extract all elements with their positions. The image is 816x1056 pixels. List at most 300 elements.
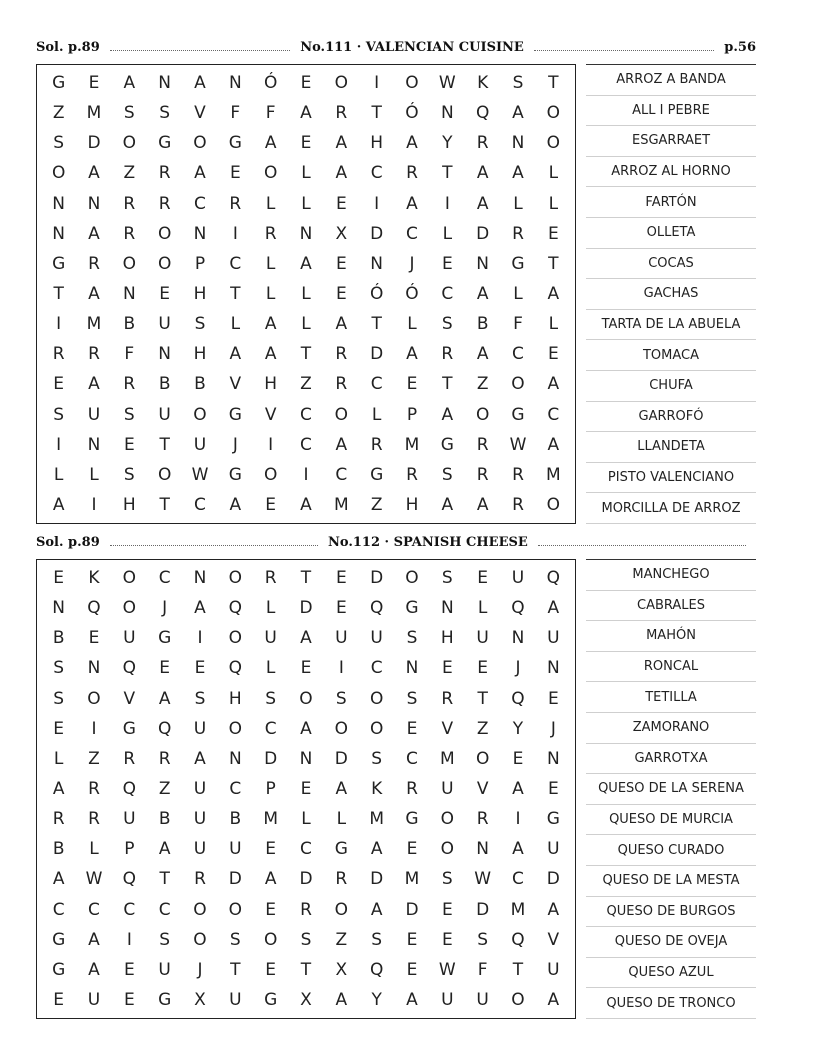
grid-cell[interactable]: O	[334, 73, 349, 94]
grid-cell[interactable]: R	[406, 464, 418, 485]
grid-cell[interactable]: M	[263, 809, 278, 830]
grid-cell[interactable]: L	[336, 809, 347, 830]
grid-cell[interactable]: A	[335, 314, 348, 335]
grid-cell[interactable]: Z	[123, 163, 136, 184]
grid-cell[interactable]: H	[193, 283, 207, 304]
grid-cell[interactable]: U	[123, 628, 136, 649]
grid-cell[interactable]: N	[299, 748, 313, 769]
grid-cell[interactable]: V	[441, 718, 454, 739]
grid-cell[interactable]: G	[405, 598, 419, 619]
grid-cell[interactable]: T	[300, 344, 312, 365]
grid-cell[interactable]: O	[228, 718, 243, 739]
grid-cell[interactable]: E	[512, 748, 524, 769]
grid-cell[interactable]: C	[229, 778, 242, 799]
grid-cell[interactable]: D	[405, 899, 419, 920]
grid-cell[interactable]: S	[123, 404, 135, 425]
grid-cell[interactable]: E	[159, 658, 171, 679]
grid-cell[interactable]: Q	[157, 718, 172, 739]
grid-cell[interactable]: S	[512, 73, 524, 94]
grid-cell[interactable]: A	[194, 598, 206, 619]
grid-cell[interactable]: N	[193, 568, 207, 589]
grid-cell[interactable]: D	[370, 568, 384, 589]
grid-cell[interactable]: O	[157, 464, 172, 485]
grid-cell[interactable]: A	[547, 434, 560, 455]
grid-cell[interactable]: R	[476, 434, 489, 455]
grid-cell[interactable]: N	[87, 434, 101, 455]
grid-cell[interactable]: N	[228, 73, 242, 94]
grid-cell[interactable]: L	[301, 193, 311, 214]
grid-cell[interactable]: O	[369, 688, 384, 709]
grid-cell[interactable]: S	[194, 688, 206, 709]
grid-cell[interactable]: D	[370, 344, 384, 365]
grid-cell[interactable]: R	[158, 193, 171, 214]
grid-cell[interactable]: J	[197, 959, 203, 980]
grid-cell[interactable]: G	[440, 434, 454, 455]
grid-cell[interactable]: Z	[476, 718, 489, 739]
grid-cell[interactable]: K	[371, 778, 383, 799]
grid-cell[interactable]: E	[229, 163, 241, 184]
grid-cell[interactable]: K	[88, 568, 100, 589]
grid-cell[interactable]: F	[124, 344, 135, 365]
grid-cell[interactable]: V	[264, 404, 277, 425]
grid-cell[interactable]: L	[548, 193, 559, 214]
grid-cell[interactable]: I	[126, 929, 132, 950]
grid-cell[interactable]: S	[477, 929, 489, 950]
grid-cell[interactable]: A	[264, 344, 277, 365]
grid-cell[interactable]: E	[53, 568, 65, 589]
grid-cell[interactable]: R	[88, 344, 100, 365]
grid-cell[interactable]: J	[162, 598, 168, 619]
grid-cell[interactable]: R	[441, 688, 454, 709]
grid-cell[interactable]: Q	[369, 598, 384, 619]
grid-cell[interactable]: O	[122, 133, 137, 154]
grid-cell[interactable]: A	[547, 899, 560, 920]
grid-cell[interactable]: O	[122, 598, 137, 619]
grid-cell[interactable]: L	[407, 314, 417, 335]
grid-cell[interactable]: A	[476, 494, 489, 515]
grid-cell[interactable]: I	[268, 434, 274, 455]
grid-cell[interactable]: Z	[476, 374, 489, 395]
grid-cell[interactable]: B	[158, 809, 171, 830]
grid-cell[interactable]: W	[191, 464, 209, 485]
grid-cell[interactable]: O	[122, 568, 137, 589]
grid-cell[interactable]: A	[547, 374, 560, 395]
grid-cell[interactable]: O	[193, 404, 207, 425]
grid-cell[interactable]: A	[476, 283, 489, 304]
grid-cell[interactable]: S	[441, 314, 453, 335]
grid-cell[interactable]: A	[370, 839, 383, 860]
grid-cell[interactable]: O	[157, 253, 172, 274]
grid-cell[interactable]: S	[53, 688, 65, 709]
grid-cell[interactable]: F	[477, 959, 488, 980]
grid-cell[interactable]: C	[194, 494, 206, 515]
grid-cell[interactable]: H	[193, 344, 207, 365]
grid-cell[interactable]: R	[335, 374, 348, 395]
grid-cell[interactable]: C	[52, 899, 65, 920]
grid-cell[interactable]: N	[228, 748, 242, 769]
grid-cell[interactable]: J	[550, 718, 556, 739]
grid-cell[interactable]: S	[53, 404, 65, 425]
grid-cell[interactable]: A	[476, 163, 489, 184]
grid-cell[interactable]: A	[194, 163, 206, 184]
grid-cell[interactable]: A	[300, 494, 312, 515]
grid-cell[interactable]: M	[510, 899, 526, 920]
grid-cell[interactable]: L	[442, 223, 453, 244]
grid-cell[interactable]: A	[300, 718, 312, 739]
grid-cell[interactable]: F	[230, 103, 241, 124]
grid-cell[interactable]: R	[476, 464, 489, 485]
grid-cell[interactable]: C	[158, 568, 171, 589]
grid-cell[interactable]: S	[441, 464, 453, 485]
grid-cell[interactable]: N	[440, 598, 454, 619]
grid-cell[interactable]: B	[476, 314, 489, 335]
grid-cell[interactable]: M	[404, 869, 420, 890]
grid-cell[interactable]: H	[440, 628, 454, 649]
grid-cell[interactable]: W	[438, 959, 456, 980]
grid-cell[interactable]: L	[265, 253, 276, 274]
grid-cell[interactable]: E	[88, 73, 100, 94]
grid-cell[interactable]: A	[512, 839, 524, 860]
grid-cell[interactable]: Z	[52, 103, 65, 124]
grid-cell[interactable]: T	[230, 959, 241, 980]
grid-cell[interactable]: X	[194, 989, 206, 1010]
grid-cell[interactable]: A	[52, 494, 65, 515]
grid-cell[interactable]: Q	[228, 658, 243, 679]
grid-cell[interactable]: C	[194, 193, 206, 214]
grid-cell[interactable]: A	[264, 314, 277, 335]
grid-cell[interactable]: C	[406, 748, 418, 769]
grid-cell[interactable]: C	[229, 253, 242, 274]
grid-cell[interactable]: L	[89, 839, 99, 860]
grid-cell[interactable]: G	[511, 404, 525, 425]
grid-cell[interactable]: G	[52, 959, 66, 980]
grid-cell[interactable]: C	[441, 283, 454, 304]
grid-cell[interactable]: N	[52, 193, 66, 214]
grid-cell[interactable]: M	[404, 434, 420, 455]
grid-cell[interactable]: L	[301, 809, 311, 830]
grid-cell[interactable]: T	[477, 688, 488, 709]
grid-cell[interactable]: W	[509, 434, 527, 455]
grid-cell[interactable]: U	[87, 989, 101, 1010]
grid-cell[interactable]: U	[476, 628, 489, 649]
grid-cell[interactable]: G	[52, 253, 66, 274]
grid-cell[interactable]: L	[265, 193, 276, 214]
grid-cell[interactable]: L	[230, 314, 241, 335]
grid-cell[interactable]: J	[232, 434, 238, 455]
grid-cell[interactable]: O	[228, 568, 243, 589]
grid-cell[interactable]: L	[89, 464, 99, 485]
grid-cell[interactable]: Y	[371, 989, 382, 1010]
grid-cell[interactable]: O	[546, 103, 561, 124]
grid-cell[interactable]: G	[334, 839, 348, 860]
grid-cell[interactable]: A	[335, 778, 348, 799]
grid-cell[interactable]: V	[229, 374, 242, 395]
grid-cell[interactable]: E	[123, 959, 135, 980]
grid-cell[interactable]: L	[301, 283, 311, 304]
grid-cell[interactable]: C	[264, 718, 277, 739]
grid-cell[interactable]: R	[476, 133, 489, 154]
grid-cell[interactable]: H	[228, 688, 242, 709]
grid-cell[interactable]: A	[229, 494, 242, 515]
grid-cell[interactable]: E	[159, 283, 171, 304]
grid-cell[interactable]: C	[370, 658, 383, 679]
grid-cell[interactable]: A	[52, 778, 65, 799]
grid-cell[interactable]: E	[123, 434, 135, 455]
grid-cell[interactable]: E	[53, 989, 65, 1010]
grid-cell[interactable]: R	[123, 223, 136, 244]
grid-cell[interactable]: O	[228, 628, 243, 649]
grid-cell[interactable]: R	[335, 103, 348, 124]
grid-cell[interactable]: V	[547, 929, 560, 950]
grid-cell[interactable]: N	[476, 253, 490, 274]
grid-cell[interactable]: O	[369, 718, 384, 739]
grid-cell[interactable]: U	[547, 959, 560, 980]
grid-cell[interactable]: Q	[546, 568, 561, 589]
grid-cell[interactable]: A	[476, 193, 489, 214]
grid-cell[interactable]: A	[406, 344, 418, 365]
grid-cell[interactable]: N	[52, 598, 66, 619]
grid-cell[interactable]: R	[476, 809, 489, 830]
grid-cell[interactable]: E	[300, 73, 312, 94]
grid-cell[interactable]: A	[370, 899, 383, 920]
grid-cell[interactable]: A	[335, 163, 348, 184]
grid-cell[interactable]: E	[53, 374, 65, 395]
grid-cell[interactable]: A	[264, 133, 277, 154]
grid-cell[interactable]: E	[441, 253, 453, 274]
grid-cell[interactable]: R	[335, 344, 348, 365]
grid-cell[interactable]: O	[263, 929, 278, 950]
grid-cell[interactable]: Q	[122, 869, 137, 890]
grid-cell[interactable]: A	[512, 778, 524, 799]
grid-cell[interactable]: E	[300, 778, 312, 799]
grid-cell[interactable]: A	[300, 103, 312, 124]
grid-cell[interactable]: W	[438, 73, 456, 94]
grid-cell[interactable]: N	[158, 73, 172, 94]
grid-cell[interactable]: T	[371, 314, 382, 335]
grid-cell[interactable]: R	[123, 374, 136, 395]
grid-cell[interactable]: E	[265, 899, 277, 920]
grid-cell[interactable]: T	[371, 103, 382, 124]
grid-cell[interactable]: S	[406, 628, 418, 649]
grid-cell[interactable]: O	[334, 899, 349, 920]
grid-cell[interactable]: T	[300, 959, 312, 980]
grid-cell[interactable]: N	[52, 223, 66, 244]
grid-cell[interactable]: M	[545, 464, 561, 485]
grid-cell[interactable]: R	[88, 253, 100, 274]
grid-cell[interactable]: E	[441, 899, 453, 920]
grid-cell[interactable]: P	[194, 253, 206, 274]
grid-cell[interactable]: I	[374, 193, 380, 214]
grid-cell[interactable]: A	[158, 688, 171, 709]
grid-cell[interactable]: G	[122, 718, 136, 739]
grid-cell[interactable]: A	[335, 133, 348, 154]
grid-cell[interactable]: E	[300, 658, 312, 679]
grid-cell[interactable]: C	[300, 839, 312, 860]
grid-cell[interactable]: O	[405, 568, 419, 589]
grid-cell[interactable]: L	[477, 598, 488, 619]
grid-cell[interactable]: E	[194, 658, 206, 679]
grid-cell[interactable]: T	[442, 163, 453, 184]
grid-cell[interactable]: N	[511, 133, 525, 154]
grid-cell[interactable]: G	[228, 133, 242, 154]
grid-cell[interactable]: D	[228, 869, 242, 890]
grid-cell[interactable]: P	[265, 778, 276, 799]
grid-cell[interactable]: R	[158, 163, 171, 184]
grid-cell[interactable]: R	[406, 778, 418, 799]
grid-cell[interactable]: R	[512, 223, 524, 244]
grid-cell[interactable]: Z	[335, 929, 348, 950]
grid-cell[interactable]: S	[265, 688, 277, 709]
grid-cell[interactable]: E	[335, 193, 347, 214]
grid-cell[interactable]: G	[264, 989, 278, 1010]
grid-cell[interactable]: L	[265, 283, 276, 304]
grid-cell[interactable]: E	[335, 283, 347, 304]
grid-cell[interactable]: G	[228, 404, 242, 425]
grid-cell[interactable]: C	[123, 899, 136, 920]
grid-cell[interactable]: U	[193, 839, 207, 860]
grid-cell[interactable]: U	[511, 568, 525, 589]
grid-cell[interactable]: D	[264, 748, 278, 769]
grid-cell[interactable]: U	[547, 839, 560, 860]
grid-cell[interactable]: L	[513, 283, 523, 304]
grid-cell[interactable]: Z	[158, 778, 171, 799]
grid-cell[interactable]: P	[124, 839, 135, 860]
grid-cell[interactable]: O	[193, 133, 207, 154]
grid-cell[interactable]: L	[301, 163, 311, 184]
grid-cell[interactable]: I	[56, 434, 62, 455]
grid-cell[interactable]: Q	[122, 658, 137, 679]
grid-cell[interactable]: X	[335, 223, 348, 244]
grid-cell[interactable]: E	[547, 344, 559, 365]
grid-cell[interactable]: A	[88, 163, 100, 184]
grid-cell[interactable]: R	[512, 464, 524, 485]
grid-cell[interactable]: W	[474, 869, 492, 890]
grid-cell[interactable]: S	[159, 103, 171, 124]
grid-cell[interactable]: C	[512, 869, 524, 890]
grid-cell[interactable]: S	[441, 869, 453, 890]
grid-cell[interactable]: G	[52, 929, 66, 950]
grid-cell[interactable]: U	[370, 628, 383, 649]
grid-cell[interactable]: N	[158, 344, 172, 365]
grid-cell[interactable]: R	[512, 494, 524, 515]
grid-cell[interactable]: I	[303, 464, 309, 485]
grid-cell[interactable]: Ó	[405, 283, 419, 304]
grid-cell[interactable]: E	[123, 989, 135, 1010]
grid-cell[interactable]: T	[159, 869, 170, 890]
grid-cell[interactable]: U	[87, 404, 101, 425]
grid-cell[interactable]: M	[86, 103, 102, 124]
grid-cell[interactable]: S	[335, 688, 347, 709]
grid-cell[interactable]: D	[299, 869, 313, 890]
grid-cell[interactable]: M	[86, 314, 102, 335]
grid-cell[interactable]: U	[158, 404, 171, 425]
grid-cell[interactable]: R	[300, 899, 312, 920]
grid-cell[interactable]: I	[197, 628, 203, 649]
grid-cell[interactable]: D	[299, 598, 313, 619]
grid-cell[interactable]: A	[300, 628, 312, 649]
grid-cell[interactable]: E	[477, 568, 489, 589]
grid-cell[interactable]: K	[477, 73, 489, 94]
grid-cell[interactable]: A	[158, 839, 171, 860]
grid-cell[interactable]: C	[300, 404, 312, 425]
grid-cell[interactable]: F	[265, 103, 276, 124]
grid-cell[interactable]: A	[512, 103, 524, 124]
grid-cell[interactable]: E	[406, 839, 418, 860]
grid-cell[interactable]: O	[334, 718, 349, 739]
grid-cell[interactable]: B	[123, 314, 136, 335]
grid-cell[interactable]: O	[299, 688, 313, 709]
grid-cell[interactable]: E	[406, 959, 418, 980]
grid-cell[interactable]: L	[53, 748, 64, 769]
grid-cell[interactable]: D	[546, 869, 560, 890]
grid-cell[interactable]: O	[440, 809, 455, 830]
grid-cell[interactable]: E	[335, 568, 347, 589]
grid-cell[interactable]: L	[301, 314, 311, 335]
grid-cell[interactable]: I	[232, 223, 238, 244]
grid-cell[interactable]: E	[265, 959, 277, 980]
grid-cell[interactable]: S	[441, 568, 453, 589]
grid-cell[interactable]: O	[87, 688, 101, 709]
grid-cell[interactable]: A	[547, 598, 560, 619]
grid-cell[interactable]: C	[512, 344, 524, 365]
grid-cell[interactable]: S	[123, 103, 135, 124]
grid-cell[interactable]: J	[409, 253, 415, 274]
grid-cell[interactable]: O	[475, 748, 490, 769]
grid-cell[interactable]: T	[159, 494, 170, 515]
grid-cell[interactable]: D	[370, 869, 384, 890]
grid-cell[interactable]: S	[53, 133, 65, 154]
grid-cell[interactable]: Q	[511, 598, 525, 619]
grid-cell[interactable]: I	[444, 193, 450, 214]
grid-cell[interactable]: R	[123, 193, 136, 214]
grid-cell[interactable]: A	[406, 193, 418, 214]
grid-cell[interactable]: R	[88, 809, 100, 830]
grid-cell[interactable]: R	[406, 163, 418, 184]
grid-cell[interactable]: A	[123, 73, 136, 94]
grid-cell[interactable]: Q	[369, 959, 384, 980]
grid-cell[interactable]: T	[230, 283, 241, 304]
grid-cell[interactable]: O	[511, 374, 525, 395]
grid-cell[interactable]: C	[158, 899, 171, 920]
grid-cell[interactable]: T	[300, 568, 312, 589]
grid-cell[interactable]: E	[88, 628, 100, 649]
grid-cell[interactable]: Q	[122, 778, 137, 799]
grid-cell[interactable]: L	[265, 658, 276, 679]
grid-cell[interactable]: U	[193, 809, 207, 830]
grid-cell[interactable]: A	[88, 223, 100, 244]
grid-cell[interactable]: J	[515, 658, 521, 679]
grid-cell[interactable]: R	[229, 193, 242, 214]
grid-cell[interactable]: L	[53, 464, 64, 485]
grid-cell[interactable]: A	[406, 133, 418, 154]
grid-cell[interactable]: A	[52, 869, 65, 890]
grid-cell[interactable]: A	[88, 959, 100, 980]
grid-cell[interactable]: A	[300, 253, 312, 274]
grid-cell[interactable]: N	[122, 283, 136, 304]
grid-cell[interactable]: U	[158, 959, 171, 980]
grid-cell[interactable]: G	[158, 628, 172, 649]
grid-cell[interactable]: O	[546, 494, 561, 515]
grid-cell[interactable]: U	[264, 628, 277, 649]
grid-cell[interactable]: A	[335, 989, 348, 1010]
grid-cell[interactable]: O	[228, 899, 243, 920]
grid-cell[interactable]: R	[370, 434, 383, 455]
grid-cell[interactable]: S	[194, 314, 206, 335]
grid-cell[interactable]: N	[87, 658, 101, 679]
grid-cell[interactable]: D	[476, 223, 490, 244]
grid-cell[interactable]: G	[511, 253, 525, 274]
grid-cell[interactable]: H	[122, 494, 136, 515]
